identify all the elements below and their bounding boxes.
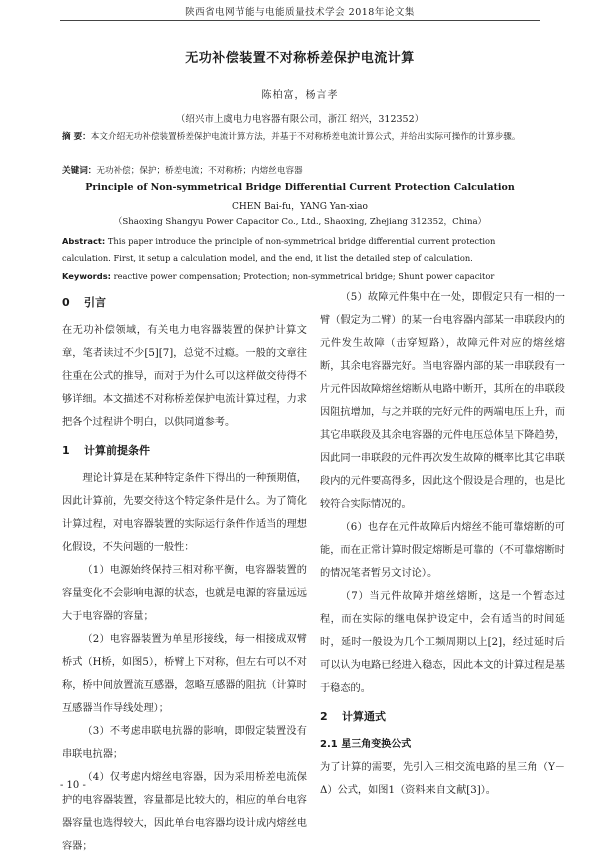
subsection-2-1-heading: 2.1 星三角变换公式 [320, 739, 412, 750]
abstract-text: 本文介绍无功补偿装置桥差保护电流计算方法，并基于不对称桥差电流计算公式，并给出实际可操作的计算步骤。 [90, 132, 521, 142]
condition-item-2: （2）电容器装置为单星形接线，每一相接成双臂桥式（H桥，如图5），桥臂上下对称，但左右可以不对称，桥中间放置流互感器，忽略互感器的阻抗（计算时互感器当作导线处理）； [62, 634, 307, 714]
english-abstract [62, 233, 542, 267]
right-column [320, 286, 565, 802]
english-keywords-label: Keywords: [62, 271, 111, 281]
section-1-heading [62, 436, 307, 465]
header-rule [60, 20, 540, 21]
english-title: Principle of Non-symmetrical Bridge Differential Current Protection Calculation [85, 182, 515, 193]
condition-item-6: （6）也存在元件故障后内熔丝不能可靠熔断的可能，而在正常计算时假定熔断是可靠的（不可靠熔断时的情况笔者暂另文讨论）。 [320, 522, 565, 579]
subsection-2-1-paragraph: 为了计算的需要，先引入三相交流电路的星三角（Y－Δ）公式，如图1（资料来自文献[3]）。 [320, 762, 565, 796]
page-number: - 10 - [60, 780, 86, 791]
english-affiliation: （Shaoxing Shangyu Power Capacitor Co., Ltd., Shaoxing, Zhejiang 312352，China） [113, 217, 487, 227]
condition-item-4: （4）仅考虑内熔丝电容器，因为采用桥差电流保护的电容器装置，容量都是比较大的，相应的单台电容器容量也选得较大，因此单台电容器均设计成内熔丝电容器； [62, 772, 307, 852]
intro-paragraph: 在无功补偿领域，有关电力电容器装置的保护计算文章，笔者读过不少[5][7]，总觉不过瘾。一般的文章往往重在公式的推导，而对于为什么可以这样做交待得不够详细。本文描述不对称桥差保护电流计算过程，力求把各个过程讲个明白，以供同道参考。 [62, 325, 307, 428]
left-column [62, 286, 307, 858]
section-1-number: 1 [62, 444, 70, 457]
section-0-heading [62, 288, 307, 317]
section-0-title: 引言 [84, 296, 106, 309]
section-0-number: 0 [62, 296, 70, 309]
abstract-label: 摘 要： [62, 132, 91, 142]
section-2-number: 2 [320, 710, 328, 723]
running-header: 陕西省电网节能与电能质量技术学会 2018年论文集 [185, 7, 415, 18]
section-1-title: 计算前提条件 [84, 444, 150, 457]
keywords-text: 无功补偿；保护；桥差电流；不对称桥；内熔丝电容器 [96, 166, 303, 176]
section-2-title: 计算通式 [342, 710, 386, 723]
condition-item-5: （5）故障元件集中在一处，即假定只有一相的一臂（假定为二臂）的某一台电容器内部某一串联段内的元件发生故障（击穿短路），故障元件对应的熔丝熔断，其余电容器完好。当电容器内部的某一串联段有一片元件因故障熔丝熔断从电路中断开，其所在的串联段因阻抗增加，与之并联的完好元件的两端电压上升，而其它串联段及其余电容器的元件电压总体呈下降趋势，因此同一串联段的元件再次发生故障的概率比其它串联段内的元件要高得多，因此这个假设是合理的，也是比较符合实际情况的。 [320, 292, 565, 510]
chinese-abstract [62, 129, 542, 146]
paper-affiliation: （绍兴市上虞电力电容器有限公司，浙江 绍兴，312352） [175, 114, 425, 125]
english-abstract-text: This paper introduce the principle of non-symmetrical bridge differential current protection calculation. First, it setup a calculation model, and the end, it list the detailed step of calculation. [62, 236, 496, 263]
english-authors: CHEN Bai-fu，YANG Yan-xiao [232, 202, 368, 212]
english-keywords [62, 268, 542, 285]
section-1-paragraph: 理论计算是在某种特定条件下得出的一种预期值，因此计算前，先要交待这个特定条件是什么。为了简化计算过程，对电容器装置的实际运行条件作适当的理想化假设，不失问题的一般性： [62, 473, 307, 553]
condition-item-1: （1）电源始终保持三相对称平衡，电容器装置的容量变化不会影响电源的状态，也就是电源的容量远远大于电容器的容量； [62, 565, 307, 622]
keywords-label: 关键词： [62, 166, 97, 176]
english-keywords-text: reactive power compensation; Protection; non-symmetrical bridge; Shunt power capacitor [113, 271, 495, 281]
paper-authors: 陈柏富，杨言孝 [261, 90, 339, 101]
chinese-keywords [62, 163, 542, 180]
english-abstract-label: Abstract: [62, 236, 106, 246]
condition-item-7: （7）当元件故障并熔丝熔断，这是一个暂态过程，而在实际的继电保护设定中，会有适当的时间延时，延时一般设为几个工频周期以上[2]，经过延时后可以认为电路已经进入稳态，因此本文的计算过程是基于稳态的。 [320, 591, 565, 694]
section-2-heading [320, 702, 565, 731]
paper-title: 无功补偿装置不对称桥差保护电流计算 [185, 51, 415, 66]
condition-item-3: （3）不考虑串联电抗器的影响，即假定装置没有串联电抗器； [62, 726, 307, 760]
